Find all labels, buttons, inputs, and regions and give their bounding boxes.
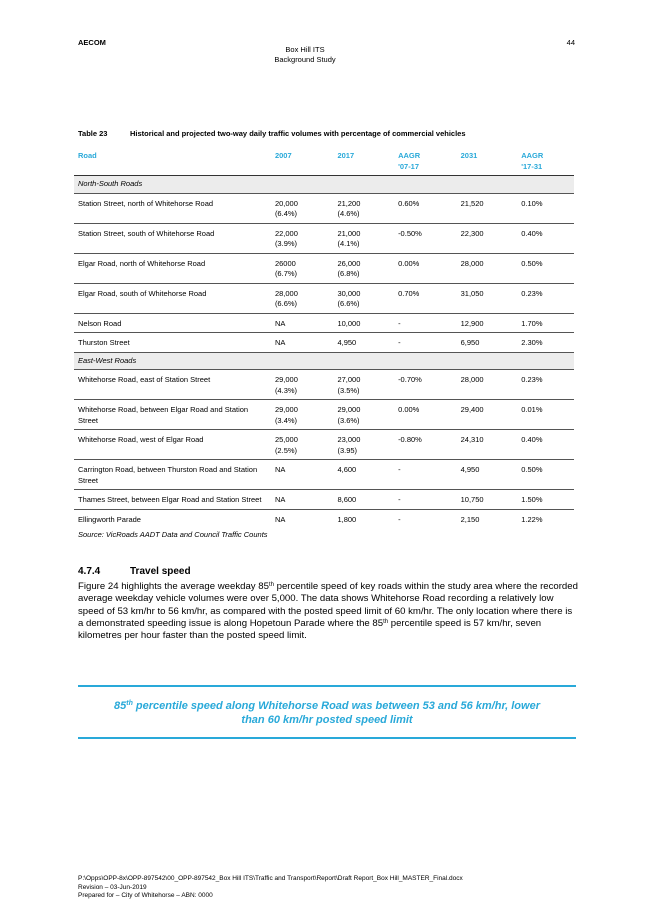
volume-value: 26000 [274,258,296,268]
paragraph-text: Figure 24 highlights the average weekday 85 [78,581,269,592]
volume-value: 1,800 [337,514,357,524]
key-finding-callout [78,685,576,739]
table-row [74,460,574,490]
table-row [74,490,574,510]
volume-2031-cell: 22,300 [457,223,518,253]
table-section-label: East-West Roads [74,352,574,370]
volume-2007-cell [271,333,334,353]
table-row [74,193,574,223]
callout-text [78,699,576,727]
road-name-cell: Thurston Street [74,333,271,353]
aagr-07-17-cell: - [394,460,457,490]
volume-2017-cell [333,400,394,430]
table-source-note: Source: VicRoads AADT Data and Council Traffic Counts [78,530,268,539]
col-header-aagr-period: '17-31 [521,161,543,171]
aagr-17-31-cell: 2.30% [517,333,574,353]
volume-2031-cell: 21,520 [457,193,518,223]
volume-2017-cell [333,370,394,400]
commercial-percent: (6.6%) [337,299,360,308]
col-header-aagr-17-31 [517,149,574,176]
volume-value: NA [274,338,286,347]
aagr-07-17-cell: - [394,333,457,353]
table-caption [78,129,466,138]
page-number: 44 [566,38,575,47]
callout-ordinal: th [126,700,133,707]
table-row [74,400,574,430]
volume-2007-cell [271,283,334,313]
aagr-17-31-cell: 0.10% [517,193,574,223]
commercial-percent: (6.6%) [274,299,298,308]
project-title: Box Hill ITS [285,45,325,54]
aagr-17-31-cell: 1.70% [517,313,574,333]
commercial-percent: (6.7%) [274,269,298,278]
volume-2007-cell [271,430,334,460]
ordinal-suffix: th [268,582,274,588]
aagr-17-31-cell: 1.50% [517,490,574,510]
road-name-cell: Nelson Road [74,313,271,333]
volume-value: 28,000 [274,288,298,298]
volume-2017-cell [333,333,394,353]
volume-value: 10,000 [337,318,361,328]
volume-value: NA [274,465,286,474]
volume-value: 25,000 [274,435,298,444]
table-header-row [74,149,574,176]
volume-value: 27,000 [337,375,361,384]
aagr-07-17-cell: 0.00% [394,400,457,430]
section-title: Travel speed [130,566,191,577]
table-row [74,313,574,333]
table-section-row [74,352,574,370]
footer-revision: Revision – 03-Jun-2019 [78,883,147,891]
volume-value: NA [274,514,286,524]
paragraph-text: percentile speed is 57 km/hr, seven kilometres per hour faster than the posted speed limit. [78,617,542,642]
commercial-percent: (2.5%) [274,445,298,455]
aagr-17-31-cell: 0.40% [517,430,574,460]
volume-2017-cell [333,509,394,528]
aagr-07-17-cell: 0.60% [394,193,457,223]
road-name-cell: Carrington Road, between Thurston Road and Station Street [74,460,271,490]
commercial-percent: (3.5%) [337,385,360,395]
volume-2007-cell [271,313,334,333]
callout-line-2: than 60 km/hr posted speed limit [241,714,413,726]
volume-2017-cell [333,253,394,283]
aagr-07-17-cell: - [394,490,457,510]
aagr-07-17-cell: 0.00% [394,253,457,283]
volume-2017-cell [333,283,394,313]
aagr-17-31-cell: 0.23% [517,370,574,400]
ordinal-suffix: th [383,618,389,625]
col-header-aagr-label: AAGR [398,151,421,160]
volume-2017-cell [333,430,394,460]
aagr-17-31-cell: 0.40% [517,223,574,253]
commercial-percent: (4.6%) [337,209,360,218]
volume-2017-cell [333,490,394,510]
travel-speed-paragraph [78,581,578,642]
volume-2007-cell [271,490,334,510]
col-header-road: Road [74,149,271,176]
traffic-volume-table [74,149,574,528]
table-section-row [74,176,574,194]
callout-pre: 85 [114,700,127,712]
col-header-2031: 2031 [457,149,518,176]
volume-value: 22,000 [274,228,298,238]
commercial-percent: (6.8%) [337,269,360,278]
aagr-07-17-cell: 0.70% [394,283,457,313]
col-header-aagr-label: AAGR [521,151,544,160]
table-row [74,509,574,528]
table-row [74,430,574,460]
volume-2007-cell [271,223,334,253]
volume-value: 4,600 [337,465,357,474]
table-number: Table 23 [78,129,108,138]
page-footer [78,875,463,901]
commercial-percent: (3.4%) [274,415,298,425]
aagr-17-31-cell: 0.23% [517,283,574,313]
table-row [74,223,574,253]
aagr-07-17-cell: -0.70% [394,370,457,400]
footer-prepared-for: Prepared for – City of Whitehorse – ABN: 0000 [78,892,213,899]
table-caption-text: Historical and projected two-way daily traffic volumes with percentage of commercial vehicles [130,129,466,138]
table-row [74,283,574,313]
volume-value: NA [274,495,286,504]
volume-2031-cell: 28,000 [457,253,518,283]
road-name-cell: Station Street, south of Whitehorse Road [74,223,271,253]
volume-value: 29,000 [274,405,298,414]
volume-2017-cell [333,193,394,223]
section-number: 4.7.4 [78,566,101,577]
aagr-07-17-cell: -0.80% [394,430,457,460]
road-name-cell: Elgar Road, north of Whitehorse Road [74,253,271,283]
document-header [230,45,380,64]
table-row [74,253,574,283]
volume-2031-cell: 6,950 [457,333,518,353]
volume-2017-cell [333,223,394,253]
volume-value: 23,000 [337,435,361,444]
volume-value: 8,600 [337,495,357,504]
volume-value: 26,000 [337,258,361,268]
volume-2031-cell: 12,900 [457,313,518,333]
aagr-07-17-cell: - [394,313,457,333]
volume-2007-cell [271,509,334,528]
volume-2007-cell [271,460,334,490]
volume-2031-cell: 10,750 [457,490,518,510]
footer-file-path: P:\Opps\OPP-8x\OPP-897542\00_OPP-897542_Box Hill ITS\Traffic and Transport\Report\Draft Report_Box Hill_MASTER_Final.docx [78,875,463,882]
col-header-aagr-07-17 [394,149,457,176]
volume-2007-cell [271,193,334,223]
volume-2031-cell: 28,000 [457,370,518,400]
volume-2007-cell [271,400,334,430]
volume-2031-cell: 24,310 [457,430,518,460]
aagr-17-31-cell: 0.01% [517,400,574,430]
col-header-2017: 2017 [333,149,394,176]
commercial-percent: (3.6%) [337,415,360,425]
aagr-17-31-cell: 0.50% [517,460,574,490]
volume-value: 30,000 [337,288,361,298]
volume-2031-cell: 2,150 [460,514,480,524]
volume-value: 29,000 [274,375,298,384]
volume-2017-cell [333,313,394,333]
table-row [74,370,574,400]
road-name-cell: Elgar Road, south of Whitehorse Road [74,283,271,313]
volume-2031-cell: 4,950 [457,460,518,490]
commercial-percent: (4.1%) [337,239,360,248]
volume-value: 20,000 [274,198,298,208]
road-name-cell: Thames Street, between Elgar Road and Station Street [74,490,271,510]
table-body [74,176,574,529]
volume-2017-cell [333,460,394,490]
commercial-percent: (4.3%) [274,385,298,395]
volume-value: 29,000 [337,405,361,414]
aagr-07-17-cell: - [398,514,401,524]
paragraph-text: percentile speed of key roads within the study area where the recorded average weekday vehicle volumes were over 5,000. The data shows Whitehorse Road recording a relatively low speed of 53 km/hr to 56 km/hr, as compared with the posted speed limit of 60 km/hr. The only location where there is a demonstrated speeding issue is along Hopetoun Parade where the 85 [78,581,578,629]
section-heading [78,566,191,577]
volume-2031-cell: 29,400 [457,400,518,430]
road-name-cell: Station Street, north of Whitehorse Road [74,193,271,223]
road-name-cell: Whitehorse Road, between Elgar Road and Station Street [74,400,271,430]
volume-2007-cell [271,370,334,400]
volume-value: NA [274,318,286,328]
document-subtitle: Background Study [274,54,336,64]
commercial-percent: (6.4%) [274,209,298,218]
commercial-percent: (3.9%) [274,239,298,248]
volume-value: 21,000 [337,228,361,238]
road-name-cell: Ellingworth Parade [78,514,141,524]
table-section-label: North-South Roads [74,176,574,194]
road-name-cell: Whitehorse Road, west of Elgar Road [74,430,271,460]
commercial-percent: (3.95) [337,445,358,455]
volume-value: 4,950 [337,338,357,347]
volume-2007-cell [271,253,334,283]
col-header-aagr-period: '07-17 [398,161,420,171]
volume-value: 21,200 [337,198,361,208]
aagr-17-31-cell: 1.22% [521,514,543,524]
volume-2031-cell: 31,050 [457,283,518,313]
aagr-07-17-cell: -0.50% [394,223,457,253]
callout-line-1: percentile speed along Whitehorse Road was between 53 and 56 km/hr, lower [132,700,540,712]
col-header-2007: 2007 [271,149,334,176]
aagr-17-31-cell: 0.50% [517,253,574,283]
road-name-cell: Whitehorse Road, east of Station Street [74,370,271,400]
table-row [74,333,574,353]
company-name: AECOM [78,38,106,47]
